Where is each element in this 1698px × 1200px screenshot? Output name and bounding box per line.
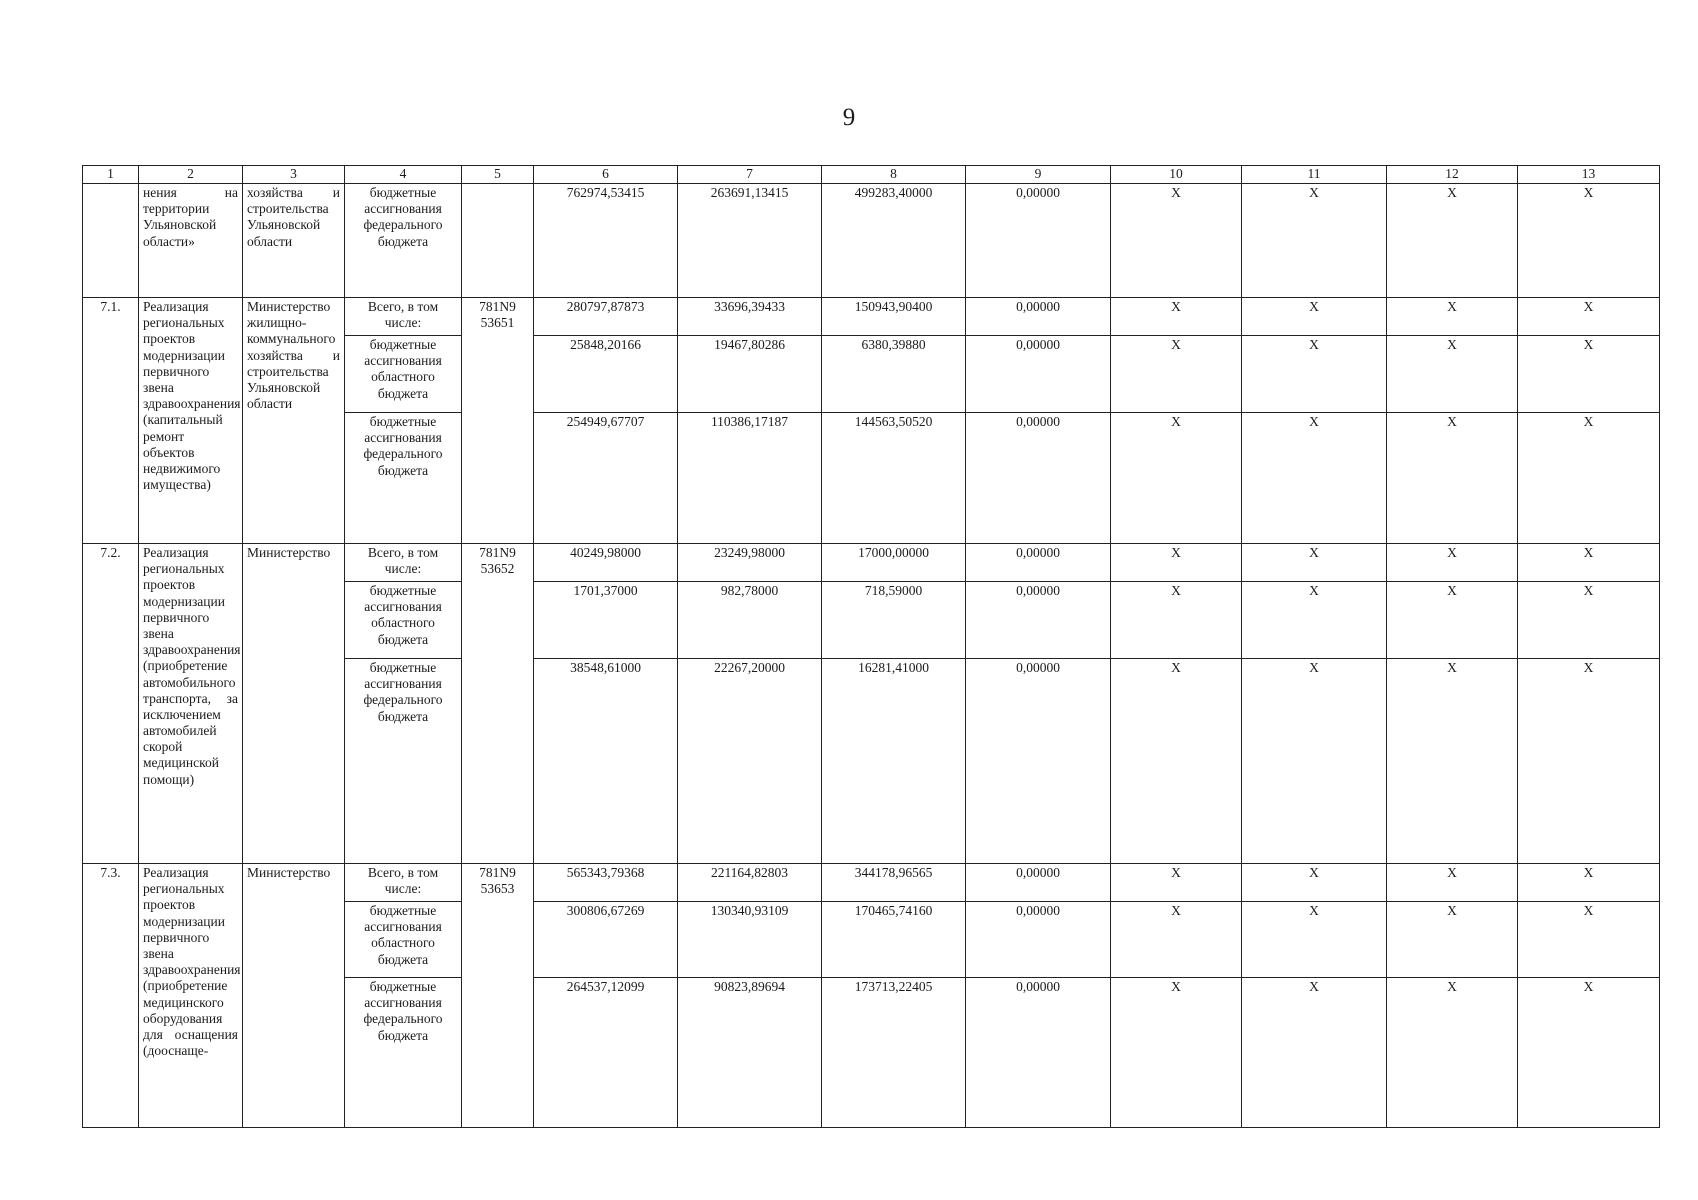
value-cell: X xyxy=(1242,659,1387,864)
value-cell: 173713,22405 xyxy=(822,978,966,1128)
value-cell: 25848,20166 xyxy=(534,336,678,413)
value-cell: 982,78000 xyxy=(678,582,822,659)
value-cell: 40249,98000 xyxy=(534,544,678,582)
header-cell: 12 xyxy=(1387,166,1518,184)
value-cell: X xyxy=(1242,184,1387,298)
value-cell: 762974,53415 xyxy=(534,184,678,298)
value-cell: 254949,67707 xyxy=(534,413,678,544)
measure-name-cell: нения на территории Ульяновской области» xyxy=(139,184,243,298)
value-cell: 0,00000 xyxy=(966,902,1111,978)
value-cell: X xyxy=(1387,582,1518,659)
value-cell: X xyxy=(1111,544,1242,582)
value-cell: 300806,67269 xyxy=(534,902,678,978)
value-cell: X xyxy=(1111,336,1242,413)
value-cell: X xyxy=(1242,544,1387,582)
section-number-cell: 7.3. xyxy=(83,864,139,1128)
header-cell: 13 xyxy=(1518,166,1660,184)
header-cell: 9 xyxy=(966,166,1111,184)
value-cell: X xyxy=(1242,413,1387,544)
value-cell: X xyxy=(1111,298,1242,336)
value-cell: 38548,61000 xyxy=(534,659,678,864)
funding-source-cell: бюджетные ассигнования федерального бюджета xyxy=(345,184,462,298)
organization-cell: Министерство xyxy=(243,864,345,1128)
organization-cell: Министерство xyxy=(243,544,345,864)
table-row xyxy=(83,298,1660,336)
funding-source-cell: бюджетные ассигнования федерального бюджета xyxy=(345,978,462,1128)
organization-cell: хозяйства и строительства Ульяновской области xyxy=(243,184,345,298)
funding-source-cell: бюджетные ассигнования федерального бюджета xyxy=(345,413,462,544)
table-row xyxy=(83,864,1660,902)
table-row xyxy=(83,544,1660,582)
value-cell: X xyxy=(1242,582,1387,659)
page-number: 9 xyxy=(842,104,856,131)
value-cell: 718,59000 xyxy=(822,582,966,659)
value-cell: 0,00000 xyxy=(966,659,1111,864)
value-cell: 499283,40000 xyxy=(822,184,966,298)
code-cell: 781N9 53653 xyxy=(462,864,534,1128)
value-cell: X xyxy=(1518,184,1660,298)
header-cell: 10 xyxy=(1111,166,1242,184)
value-cell: X xyxy=(1518,298,1660,336)
section-number-cell: 7.2. xyxy=(83,544,139,864)
header-cell: 4 xyxy=(345,166,462,184)
value-cell: X xyxy=(1111,864,1242,902)
measure-name-cell: Реализация региональных проектов модернизации первичного звена здравоохранения (приобретение автомобильного транспорта, за исключением автомобилей скорой медицинской помощи) xyxy=(139,544,243,864)
funding-source-cell: бюджетные ассигнования областного бюджета xyxy=(345,336,462,413)
header-cell: 8 xyxy=(822,166,966,184)
row-number-cell xyxy=(83,184,139,298)
funding-source-cell: бюджетные ассигнования областного бюджета xyxy=(345,902,462,978)
value-cell: 264537,12099 xyxy=(534,978,678,1128)
value-cell: 1701,37000 xyxy=(534,582,678,659)
funding-source-cell: бюджетные ассигнования федерального бюджета xyxy=(345,659,462,864)
value-cell: 565343,79368 xyxy=(534,864,678,902)
value-cell: X xyxy=(1111,413,1242,544)
value-cell: X xyxy=(1518,659,1660,864)
header-cell: 2 xyxy=(139,166,243,184)
value-cell: 221164,82803 xyxy=(678,864,822,902)
value-cell: 0,00000 xyxy=(966,582,1111,659)
value-cell: X xyxy=(1387,298,1518,336)
value-cell: X xyxy=(1242,978,1387,1128)
value-cell: X xyxy=(1518,413,1660,544)
value-cell: X xyxy=(1111,659,1242,864)
value-cell: 0,00000 xyxy=(966,544,1111,582)
header-cell: 7 xyxy=(678,166,822,184)
value-cell: X xyxy=(1387,978,1518,1128)
value-cell: 16281,41000 xyxy=(822,659,966,864)
value-cell: X xyxy=(1387,544,1518,582)
value-cell: 144563,50520 xyxy=(822,413,966,544)
value-cell: 19467,80286 xyxy=(678,336,822,413)
header-row xyxy=(83,166,1660,184)
value-cell: X xyxy=(1518,336,1660,413)
header-cell: 11 xyxy=(1242,166,1387,184)
section-number-cell: 7.1. xyxy=(83,298,139,544)
funding-source-cell: Всего, в том числе: xyxy=(345,544,462,582)
value-cell: X xyxy=(1111,184,1242,298)
value-cell: 130340,93109 xyxy=(678,902,822,978)
value-cell: X xyxy=(1242,902,1387,978)
value-cell: 22267,20000 xyxy=(678,659,822,864)
value-cell: 263691,13415 xyxy=(678,184,822,298)
code-cell xyxy=(462,184,534,298)
value-cell: X xyxy=(1242,864,1387,902)
value-cell: X xyxy=(1111,902,1242,978)
value-cell: X xyxy=(1518,582,1660,659)
value-cell: 344178,96565 xyxy=(822,864,966,902)
budget-table xyxy=(82,165,1660,1128)
value-cell: X xyxy=(1111,582,1242,659)
value-cell: X xyxy=(1242,298,1387,336)
funding-source-cell: Всего, в том числе: xyxy=(345,298,462,336)
value-cell: X xyxy=(1387,902,1518,978)
header-cell: 3 xyxy=(243,166,345,184)
value-cell: 0,00000 xyxy=(966,978,1111,1128)
code-cell: 781N9 53652 xyxy=(462,544,534,864)
value-cell: X xyxy=(1518,902,1660,978)
value-cell: X xyxy=(1387,659,1518,864)
value-cell: 150943,90400 xyxy=(822,298,966,336)
header-cell: 1 xyxy=(83,166,139,184)
value-cell: X xyxy=(1111,978,1242,1128)
measure-name-cell: Реализация региональных проектов модернизации первичного звена здравоохранения (приобретение медицинского оборудования для оснащения (дооснаще- xyxy=(139,864,243,1128)
value-cell: 17000,00000 xyxy=(822,544,966,582)
value-cell: 170465,74160 xyxy=(822,902,966,978)
funding-source-cell: Всего, в том числе: xyxy=(345,864,462,902)
code-cell: 781N9 53651 xyxy=(462,298,534,544)
value-cell: 0,00000 xyxy=(966,336,1111,413)
value-cell: X xyxy=(1387,864,1518,902)
continuation-row xyxy=(83,184,1660,298)
value-cell: 110386,17187 xyxy=(678,413,822,544)
value-cell: 23249,98000 xyxy=(678,544,822,582)
funding-source-cell: бюджетные ассигнования областного бюджета xyxy=(345,582,462,659)
value-cell: 0,00000 xyxy=(966,413,1111,544)
value-cell: X xyxy=(1242,336,1387,413)
value-cell: X xyxy=(1518,864,1660,902)
value-cell: 0,00000 xyxy=(966,184,1111,298)
value-cell: 0,00000 xyxy=(966,864,1111,902)
value-cell: X xyxy=(1387,184,1518,298)
value-cell: X xyxy=(1387,413,1518,544)
measure-name-cell: Реализация региональных проектов модернизации первичного звена здравоохранения (капитальный ремонт объектов недвижимого имущества) xyxy=(139,298,243,544)
value-cell: 6380,39880 xyxy=(822,336,966,413)
organization-cell: Министерство жилищно-коммунального хозяйства и строительства Ульяновской области xyxy=(243,298,345,544)
value-cell: 280797,87873 xyxy=(534,298,678,336)
value-cell: X xyxy=(1518,978,1660,1128)
value-cell: 33696,39433 xyxy=(678,298,822,336)
header-cell: 6 xyxy=(534,166,678,184)
header-cell: 5 xyxy=(462,166,534,184)
value-cell: X xyxy=(1518,544,1660,582)
value-cell: X xyxy=(1387,336,1518,413)
value-cell: 0,00000 xyxy=(966,298,1111,336)
value-cell: 90823,89694 xyxy=(678,978,822,1128)
